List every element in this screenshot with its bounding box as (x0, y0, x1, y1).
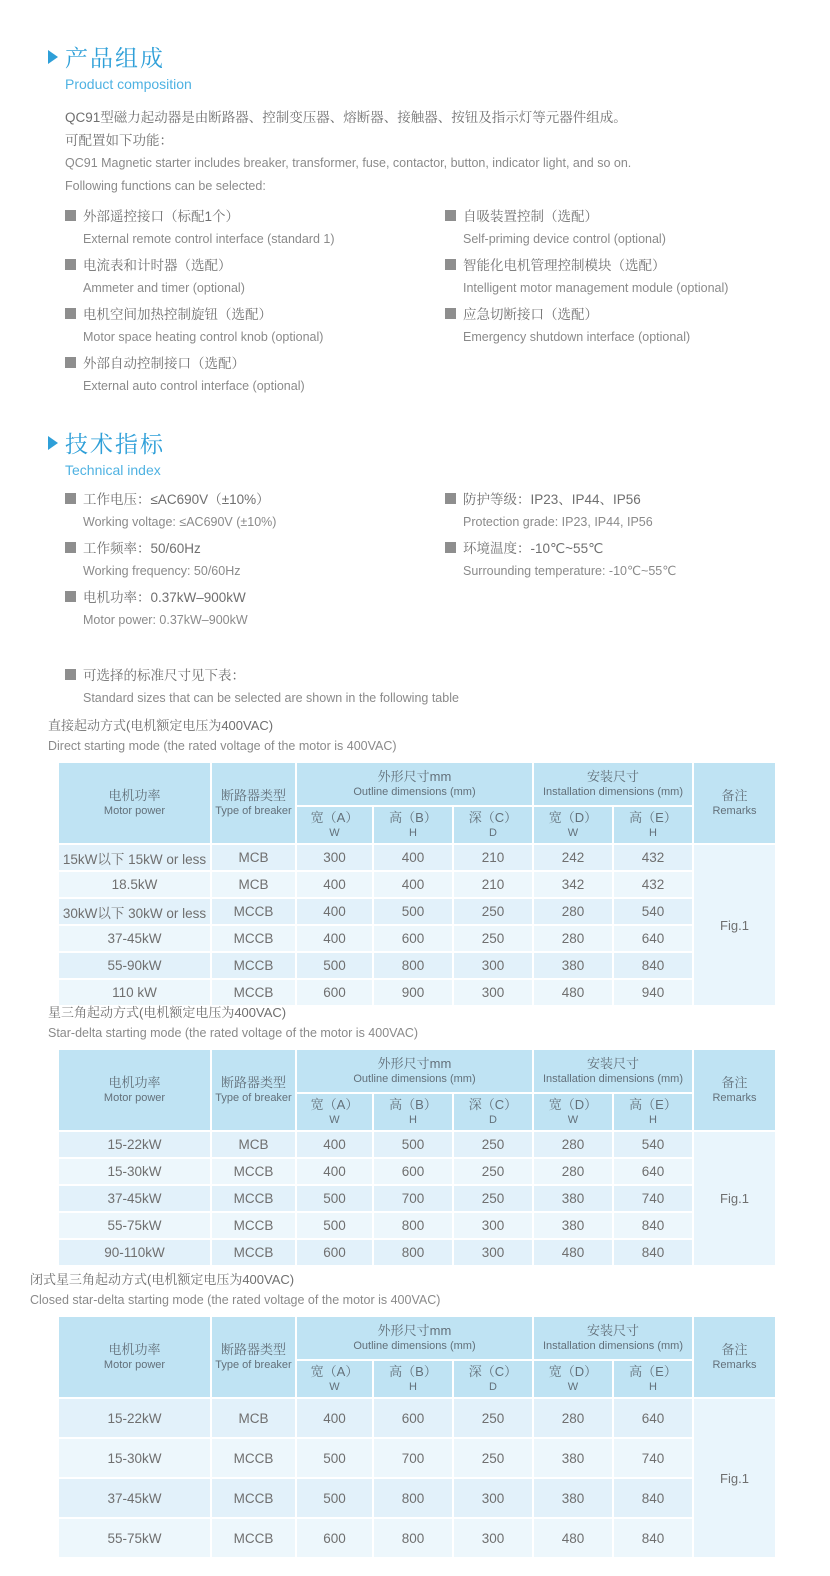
header-outline-dimensions: 外形尺寸mm Outline dimensions (mm) (296, 1316, 533, 1360)
feature-en: External auto control interface (optional) (83, 379, 305, 393)
feature-item (445, 303, 798, 349)
table-row (58, 1398, 776, 1438)
table-cell: 380 (533, 952, 613, 979)
spec-column-left (65, 488, 445, 635)
table-caption (48, 716, 777, 756)
table-caption-en: Closed star-delta starting mode (the rated voltage of the motor is 400VAC) (30, 1293, 441, 1307)
feature-zh: 智能化电机管理控制模块（选配） (463, 258, 666, 273)
spec-zh: 防护等级：IP23、IP44、IP56 (463, 492, 641, 507)
header-width-d: 宽（D） W (533, 1360, 613, 1398)
table-cell: 15-30kW (58, 1158, 211, 1185)
table-cell: 700 (373, 1185, 453, 1212)
table-cell: 840 (613, 1212, 693, 1239)
table-caption (48, 1003, 777, 1043)
feature-column-right (445, 205, 798, 401)
table-cell: 250 (453, 1131, 533, 1158)
table-cell: 90-110kW (58, 1239, 211, 1266)
table-cell: 740 (613, 1185, 693, 1212)
spec-zh: 工作电压：≤AC690V（±10%） (83, 492, 270, 507)
table-row (58, 1478, 776, 1518)
header-outline-dimensions: 外形尺寸mm Outline dimensions (mm) (296, 762, 533, 806)
header-width-a: 宽（A） W (296, 806, 373, 844)
table-row (58, 1212, 776, 1239)
dimensions-table (57, 1315, 777, 1559)
feature-en: External remote control interface (standard 1) (83, 232, 335, 246)
table-cell: 250 (453, 1398, 533, 1438)
spec-columns (65, 488, 798, 635)
feature-zh: 自吸装置控制（选配） (463, 209, 598, 224)
feature-item (65, 205, 445, 251)
section-title-en: Technical index (65, 462, 161, 478)
table-cell: 840 (613, 1518, 693, 1558)
table-cell: 800 (373, 1212, 453, 1239)
feature-item (445, 254, 798, 300)
bullet-square-icon (65, 493, 76, 504)
table-cell: 55-75kW (58, 1518, 211, 1558)
table-cell: 800 (373, 1239, 453, 1266)
table-cell: 15-22kW (58, 1131, 211, 1158)
table-cell: MCCB (211, 1518, 296, 1558)
table-cell: 250 (453, 925, 533, 952)
spec-item (65, 586, 445, 632)
feature-zh: 外部遥控接口（标配1个） (83, 209, 240, 224)
section-title-row (48, 40, 798, 73)
feature-zh: 电流表和计时器（选配） (83, 258, 232, 273)
table-cell: 37-45kW (58, 925, 211, 952)
bullet-square-icon (445, 259, 456, 270)
table-cell: MCCB (211, 1158, 296, 1185)
table-cell: 432 (613, 844, 693, 871)
table-row (58, 898, 776, 925)
table-cell: 300 (453, 1518, 533, 1558)
bullet-square-icon (65, 210, 76, 221)
table-cell: 380 (533, 1478, 613, 1518)
table-cell: 900 (373, 979, 453, 1006)
remarks-cell: Fig.1 (693, 844, 776, 1006)
table-cell: 37-45kW (58, 1185, 211, 1212)
table-cell: MCCB (211, 1478, 296, 1518)
table-cell: 300 (453, 1212, 533, 1239)
header-width-a: 宽（A） W (296, 1360, 373, 1398)
table-cell: 380 (533, 1212, 613, 1239)
table-cell: 300 (453, 1478, 533, 1518)
table-cell: 480 (533, 1518, 613, 1558)
header-height-e: 高（E） H (613, 1360, 693, 1398)
table-cell: 300 (453, 979, 533, 1006)
section-title-en: Product composition (65, 76, 192, 92)
table-cell: 700 (373, 1438, 453, 1478)
intro-paragraphs (65, 106, 798, 198)
table-cell: 250 (453, 1158, 533, 1185)
header-installation-dimensions: 安装尺寸 Installation dimensions (mm) (533, 1049, 693, 1093)
table-cell: 300 (296, 844, 373, 871)
table-cell: MCB (211, 844, 296, 871)
table-cell: 280 (533, 898, 613, 925)
remarks-cell: Fig.1 (693, 1131, 776, 1266)
table-cell: 15-22kW (58, 1398, 211, 1438)
bullet-square-icon (65, 669, 76, 680)
feature-en: Motor space heating control knob (optional) (83, 330, 324, 344)
paragraph: QC91型磁力起动器是由断路器、控制变压器、熔断器、接触器、按钮及指示灯等元器件组成。 (65, 110, 627, 125)
table-caption-en: Star-delta starting mode (the rated voltage of the motor is 400VAC) (48, 1026, 419, 1040)
table-cell: 840 (613, 952, 693, 979)
header-height-e: 高（E） H (613, 1093, 693, 1131)
header-breaker-type: 断路器类型 Type of breaker (211, 1049, 296, 1131)
header-motor-power: 电机功率 Motor power (58, 1316, 211, 1398)
table-cell: 432 (613, 871, 693, 898)
table-cell: 342 (533, 871, 613, 898)
table-cell: 280 (533, 1398, 613, 1438)
header-remarks: 备注 Remarks (693, 1049, 776, 1131)
table-cell: MCB (211, 871, 296, 898)
spec-zh: 工作频率：50/60Hz (83, 541, 201, 556)
table-cell: 600 (296, 1518, 373, 1558)
table-cell: 250 (453, 1185, 533, 1212)
table-row (58, 1438, 776, 1478)
paragraph: Following functions can be selected: (65, 179, 266, 193)
spec-zh: 环境温度：-10℃~55℃ (463, 541, 604, 556)
table-cell: 110 kW (58, 979, 211, 1006)
feature-zh: 电机空间加热控制旋钮（选配） (83, 307, 272, 322)
table-cell: 400 (296, 1398, 373, 1438)
table-cell: 400 (296, 925, 373, 952)
feature-zh: 应急切断接口（选配） (463, 307, 598, 322)
table-cell: 800 (373, 1518, 453, 1558)
table-caption-zh: 直接起动方式(电机额定电压为400VAC) (48, 718, 274, 733)
bullet-square-icon (65, 308, 76, 319)
table-cell: 600 (373, 1158, 453, 1185)
section-title-zh: 技术指标 (65, 431, 165, 457)
header-breaker-type: 断路器类型 Type of breaker (211, 762, 296, 844)
triangle-bullet-icon (48, 436, 58, 450)
header-width-d: 宽（D） W (533, 1093, 613, 1131)
header-height-b: 高（B） H (373, 806, 453, 844)
feature-en: Emergency shutdown interface (optional) (463, 330, 691, 344)
spec-zh: 电机功率：0.37kW–900kW (83, 590, 246, 605)
table-row (58, 925, 776, 952)
bullet-square-icon (445, 210, 456, 221)
spec-item (445, 537, 798, 583)
table-cell: 380 (533, 1438, 613, 1478)
table-cell: 400 (373, 871, 453, 898)
table-cell: 800 (373, 952, 453, 979)
header-height-e: 高（E） H (613, 806, 693, 844)
paragraph: QC91 Magnetic starter includes breaker, transformer, fuse, contactor, button, indicator light, and so on. (65, 156, 632, 170)
feature-zh: 外部自动控制接口（选配） (83, 356, 245, 371)
spec-item (65, 488, 445, 534)
table-cell: 37-45kW (58, 1478, 211, 1518)
table-cell: 600 (296, 1239, 373, 1266)
table-cell: 400 (373, 844, 453, 871)
table-cell: 500 (373, 898, 453, 925)
bullet-square-icon (445, 308, 456, 319)
feature-column-left (65, 205, 445, 401)
table-block-closed-star-delta (30, 1270, 777, 1559)
table-caption-zh: 闭式星三角起动方式(电机额定电压为400VAC) (30, 1272, 295, 1287)
table-cell: 30kW以下 30kW or less (58, 898, 211, 925)
feature-item (65, 352, 445, 398)
table-cell: 500 (296, 952, 373, 979)
standard-sizes-note (65, 664, 459, 710)
header-breaker-type: 断路器类型 Type of breaker (211, 1316, 296, 1398)
table-cell: 400 (296, 1158, 373, 1185)
note-zh: 可选择的标准尺寸见下表： (83, 668, 245, 683)
table-cell: 500 (373, 1131, 453, 1158)
table-cell: 242 (533, 844, 613, 871)
header-depth-c: 深（C） D (453, 806, 533, 844)
table-cell: 400 (296, 871, 373, 898)
table-cell: 400 (296, 1131, 373, 1158)
table-caption (30, 1270, 777, 1310)
triangle-bullet-icon (48, 50, 58, 64)
table-cell: 540 (613, 898, 693, 925)
bullet-square-icon (65, 542, 76, 553)
table-cell: 500 (296, 1478, 373, 1518)
feature-en: Ammeter and timer (optional) (83, 281, 245, 295)
table-cell: MCB (211, 1131, 296, 1158)
table-cell: 600 (296, 979, 373, 1006)
feature-item (65, 303, 445, 349)
feature-columns (65, 205, 798, 401)
table-cell: 740 (613, 1438, 693, 1478)
table-cell: 15kW以下 15kW or less (58, 844, 211, 871)
header-installation-dimensions: 安装尺寸 Installation dimensions (mm) (533, 762, 693, 806)
remarks-cell: Fig.1 (693, 1398, 776, 1558)
table-row (58, 1185, 776, 1212)
header-motor-power: 电机功率 Motor power (58, 762, 211, 844)
paragraph: 可配置如下功能： (65, 133, 173, 148)
table-cell: 380 (533, 1185, 613, 1212)
table-cell: 15-30kW (58, 1438, 211, 1478)
table-cell: 540 (613, 1131, 693, 1158)
spec-item (65, 537, 445, 583)
spec-column-right (445, 488, 798, 635)
table-row (58, 1158, 776, 1185)
header-depth-c: 深（C） D (453, 1360, 533, 1398)
table-cell: 250 (453, 898, 533, 925)
table-block-star-delta (48, 1003, 777, 1267)
table-cell: MCCB (211, 1212, 296, 1239)
spec-en: Working frequency: 50/60Hz (83, 564, 241, 578)
dimensions-table (57, 1048, 777, 1267)
header-width-d: 宽（D） W (533, 806, 613, 844)
table-cell: MCCB (211, 952, 296, 979)
feature-item (445, 205, 798, 251)
table-cell: MCCB (211, 898, 296, 925)
header-remarks: 备注 Remarks (693, 762, 776, 844)
table-cell: 600 (373, 1398, 453, 1438)
feature-item (65, 254, 445, 300)
spec-en: Surrounding temperature: -10℃~55℃ (463, 564, 677, 578)
table-row (58, 871, 776, 898)
table-cell: 500 (296, 1438, 373, 1478)
note-en: Standard sizes that can be selected are shown in the following table (83, 691, 459, 705)
table-cell: 640 (613, 1158, 693, 1185)
table-cell: 480 (533, 1239, 613, 1266)
dimensions-table (57, 761, 777, 1007)
section-product-composition (48, 40, 798, 401)
table-cell: MCCB (211, 1438, 296, 1478)
feature-en: Self-priming device control (optional) (463, 232, 666, 246)
table-cell: 210 (453, 844, 533, 871)
header-outline-dimensions: 外形尺寸mm Outline dimensions (mm) (296, 1049, 533, 1093)
table-row (58, 1518, 776, 1558)
table-cell: 280 (533, 1131, 613, 1158)
table-cell: 500 (296, 1212, 373, 1239)
bullet-square-icon (445, 493, 456, 504)
table-cell: MCCB (211, 979, 296, 1006)
table-row (58, 844, 776, 871)
table-caption-en: Direct starting mode (the rated voltage of the motor is 400VAC) (48, 739, 397, 753)
bullet-square-icon (65, 357, 76, 368)
header-depth-c: 深（C） D (453, 1093, 533, 1131)
table-cell: 640 (613, 1398, 693, 1438)
section-title-row (48, 426, 798, 459)
header-motor-power: 电机功率 Motor power (58, 1049, 211, 1131)
table-cell: 840 (613, 1239, 693, 1266)
header-remarks: 备注 Remarks (693, 1316, 776, 1398)
table-cell: 280 (533, 1158, 613, 1185)
table-row (58, 952, 776, 979)
table-row (58, 1131, 776, 1158)
table-cell: 280 (533, 925, 613, 952)
table-cell: 500 (296, 1185, 373, 1212)
spec-en: Working voltage: ≤AC690V (±10%) (83, 515, 277, 529)
header-width-a: 宽（A） W (296, 1093, 373, 1131)
section-technical-index (48, 426, 798, 635)
table-cell: MCCB (211, 1185, 296, 1212)
header-height-b: 高（B） H (373, 1360, 453, 1398)
feature-en: Intelligent motor management module (optional) (463, 281, 729, 295)
bullet-square-icon (445, 542, 456, 553)
table-cell: MCB (211, 1398, 296, 1438)
table-row (58, 979, 776, 1006)
table-cell: 640 (613, 925, 693, 952)
table-cell: 250 (453, 1438, 533, 1478)
table-cell: 210 (453, 871, 533, 898)
bullet-square-icon (65, 591, 76, 602)
table-cell: 940 (613, 979, 693, 1006)
section-title-zh: 产品组成 (65, 45, 165, 71)
table-cell: 18.5kW (58, 871, 211, 898)
spec-en: Protection grade: IP23, IP44, IP56 (463, 515, 653, 529)
table-cell: 600 (373, 925, 453, 952)
table-cell: 300 (453, 1239, 533, 1266)
table-cell: 55-90kW (58, 952, 211, 979)
table-block-direct-starting (48, 716, 777, 1007)
table-row (58, 1239, 776, 1266)
spec-item (445, 488, 798, 534)
bullet-square-icon (65, 259, 76, 270)
header-height-b: 高（B） H (373, 1093, 453, 1131)
header-installation-dimensions: 安装尺寸 Installation dimensions (mm) (533, 1316, 693, 1360)
spec-en: Motor power: 0.37kW–900kW (83, 613, 248, 627)
table-cell: 480 (533, 979, 613, 1006)
table-cell: 55-75kW (58, 1212, 211, 1239)
table-cell: 300 (453, 952, 533, 979)
table-caption-zh: 星三角起动方式(电机额定电压为400VAC) (48, 1005, 287, 1020)
table-cell: 800 (373, 1478, 453, 1518)
table-cell: MCCB (211, 1239, 296, 1266)
table-cell: 400 (296, 898, 373, 925)
table-cell: MCCB (211, 925, 296, 952)
table-cell: 840 (613, 1478, 693, 1518)
